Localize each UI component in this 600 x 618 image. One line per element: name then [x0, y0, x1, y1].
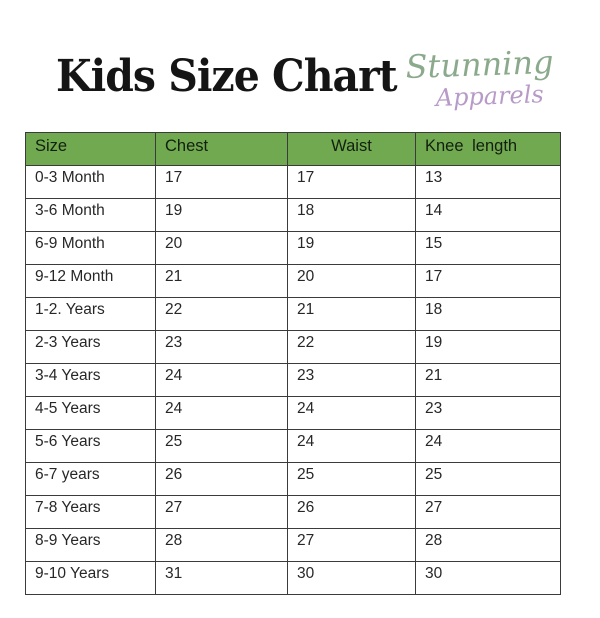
- table-cell: 7-8 Years: [26, 496, 156, 529]
- table-cell: 24: [416, 430, 561, 463]
- column-header-waist: Waist: [288, 133, 416, 166]
- table-cell: 24: [288, 397, 416, 430]
- brand-logo: [396, 26, 564, 118]
- table-row: [26, 529, 561, 562]
- size-chart-table: [25, 132, 561, 595]
- table-cell: 23: [416, 397, 561, 430]
- table-cell: 31: [156, 562, 288, 595]
- table-row: [26, 166, 561, 199]
- table-cell: 24: [156, 397, 288, 430]
- brand-name-top: Stunning: [404, 42, 555, 86]
- table-cell: 26: [156, 463, 288, 496]
- column-header-chest: Chest: [156, 133, 288, 166]
- table-cell: 24: [288, 430, 416, 463]
- page-title: Kids Size Chart: [56, 50, 397, 102]
- table-cell: 9-10 Years: [26, 562, 156, 595]
- table-cell: 28: [156, 529, 288, 562]
- table-cell: 26: [288, 496, 416, 529]
- table-row: [26, 496, 561, 529]
- table-cell: 0-3 Month: [26, 166, 156, 199]
- table-cell: 24: [156, 364, 288, 397]
- table-row: [26, 298, 561, 331]
- table-cell: 22: [156, 298, 288, 331]
- table-cell: 5-6 Years: [26, 430, 156, 463]
- table-cell: 15: [416, 232, 561, 265]
- table-cell: 20: [288, 265, 416, 298]
- table-cell: 20: [156, 232, 288, 265]
- table-cell: 19: [156, 199, 288, 232]
- table-cell: 30: [416, 562, 561, 595]
- brand-name-bottom: Apparels: [435, 80, 545, 112]
- table-cell: 6-7 years: [26, 463, 156, 496]
- table-cell: 14: [416, 199, 561, 232]
- table-cell: 3-6 Month: [26, 199, 156, 232]
- table-cell: 27: [288, 529, 416, 562]
- table-cell: 19: [416, 331, 561, 364]
- table-row: [26, 265, 561, 298]
- table-row: [26, 232, 561, 265]
- table-cell: 27: [156, 496, 288, 529]
- table-row: [26, 430, 561, 463]
- table-cell: 17: [416, 265, 561, 298]
- table-cell: 27: [416, 496, 561, 529]
- table-cell: 25: [288, 463, 416, 496]
- table-body: [26, 166, 561, 595]
- table-cell: 4-5 Years: [26, 397, 156, 430]
- table-cell: 17: [288, 166, 416, 199]
- table-row: [26, 397, 561, 430]
- table-cell: 18: [288, 199, 416, 232]
- table-cell: 21: [156, 265, 288, 298]
- table-row: [26, 364, 561, 397]
- table-cell: 8-9 Years: [26, 529, 156, 562]
- table-cell: 25: [416, 463, 561, 496]
- table-cell: 23: [288, 364, 416, 397]
- table-cell: 21: [288, 298, 416, 331]
- table-cell: 9-12 Month: [26, 265, 156, 298]
- table-cell: 1-2. Years: [26, 298, 156, 331]
- table-cell: 19: [288, 232, 416, 265]
- column-header-size: Size: [26, 133, 156, 166]
- table-cell: 30: [288, 562, 416, 595]
- table-cell: 6-9 Month: [26, 232, 156, 265]
- table-row: [26, 562, 561, 595]
- table-cell: 22: [288, 331, 416, 364]
- column-header-knee-length: Knee length: [416, 133, 561, 166]
- table-cell: 21: [416, 364, 561, 397]
- table-row: [26, 463, 561, 496]
- table-cell: 28: [416, 529, 561, 562]
- table-cell: 2-3 Years: [26, 331, 156, 364]
- table-cell: 13: [416, 166, 561, 199]
- table-header-row: [26, 133, 561, 166]
- table-cell: 23: [156, 331, 288, 364]
- table-row: [26, 199, 561, 232]
- table-cell: 25: [156, 430, 288, 463]
- table-cell: 17: [156, 166, 288, 199]
- table-row: [26, 331, 561, 364]
- table-cell: 18: [416, 298, 561, 331]
- table-cell: 3-4 Years: [26, 364, 156, 397]
